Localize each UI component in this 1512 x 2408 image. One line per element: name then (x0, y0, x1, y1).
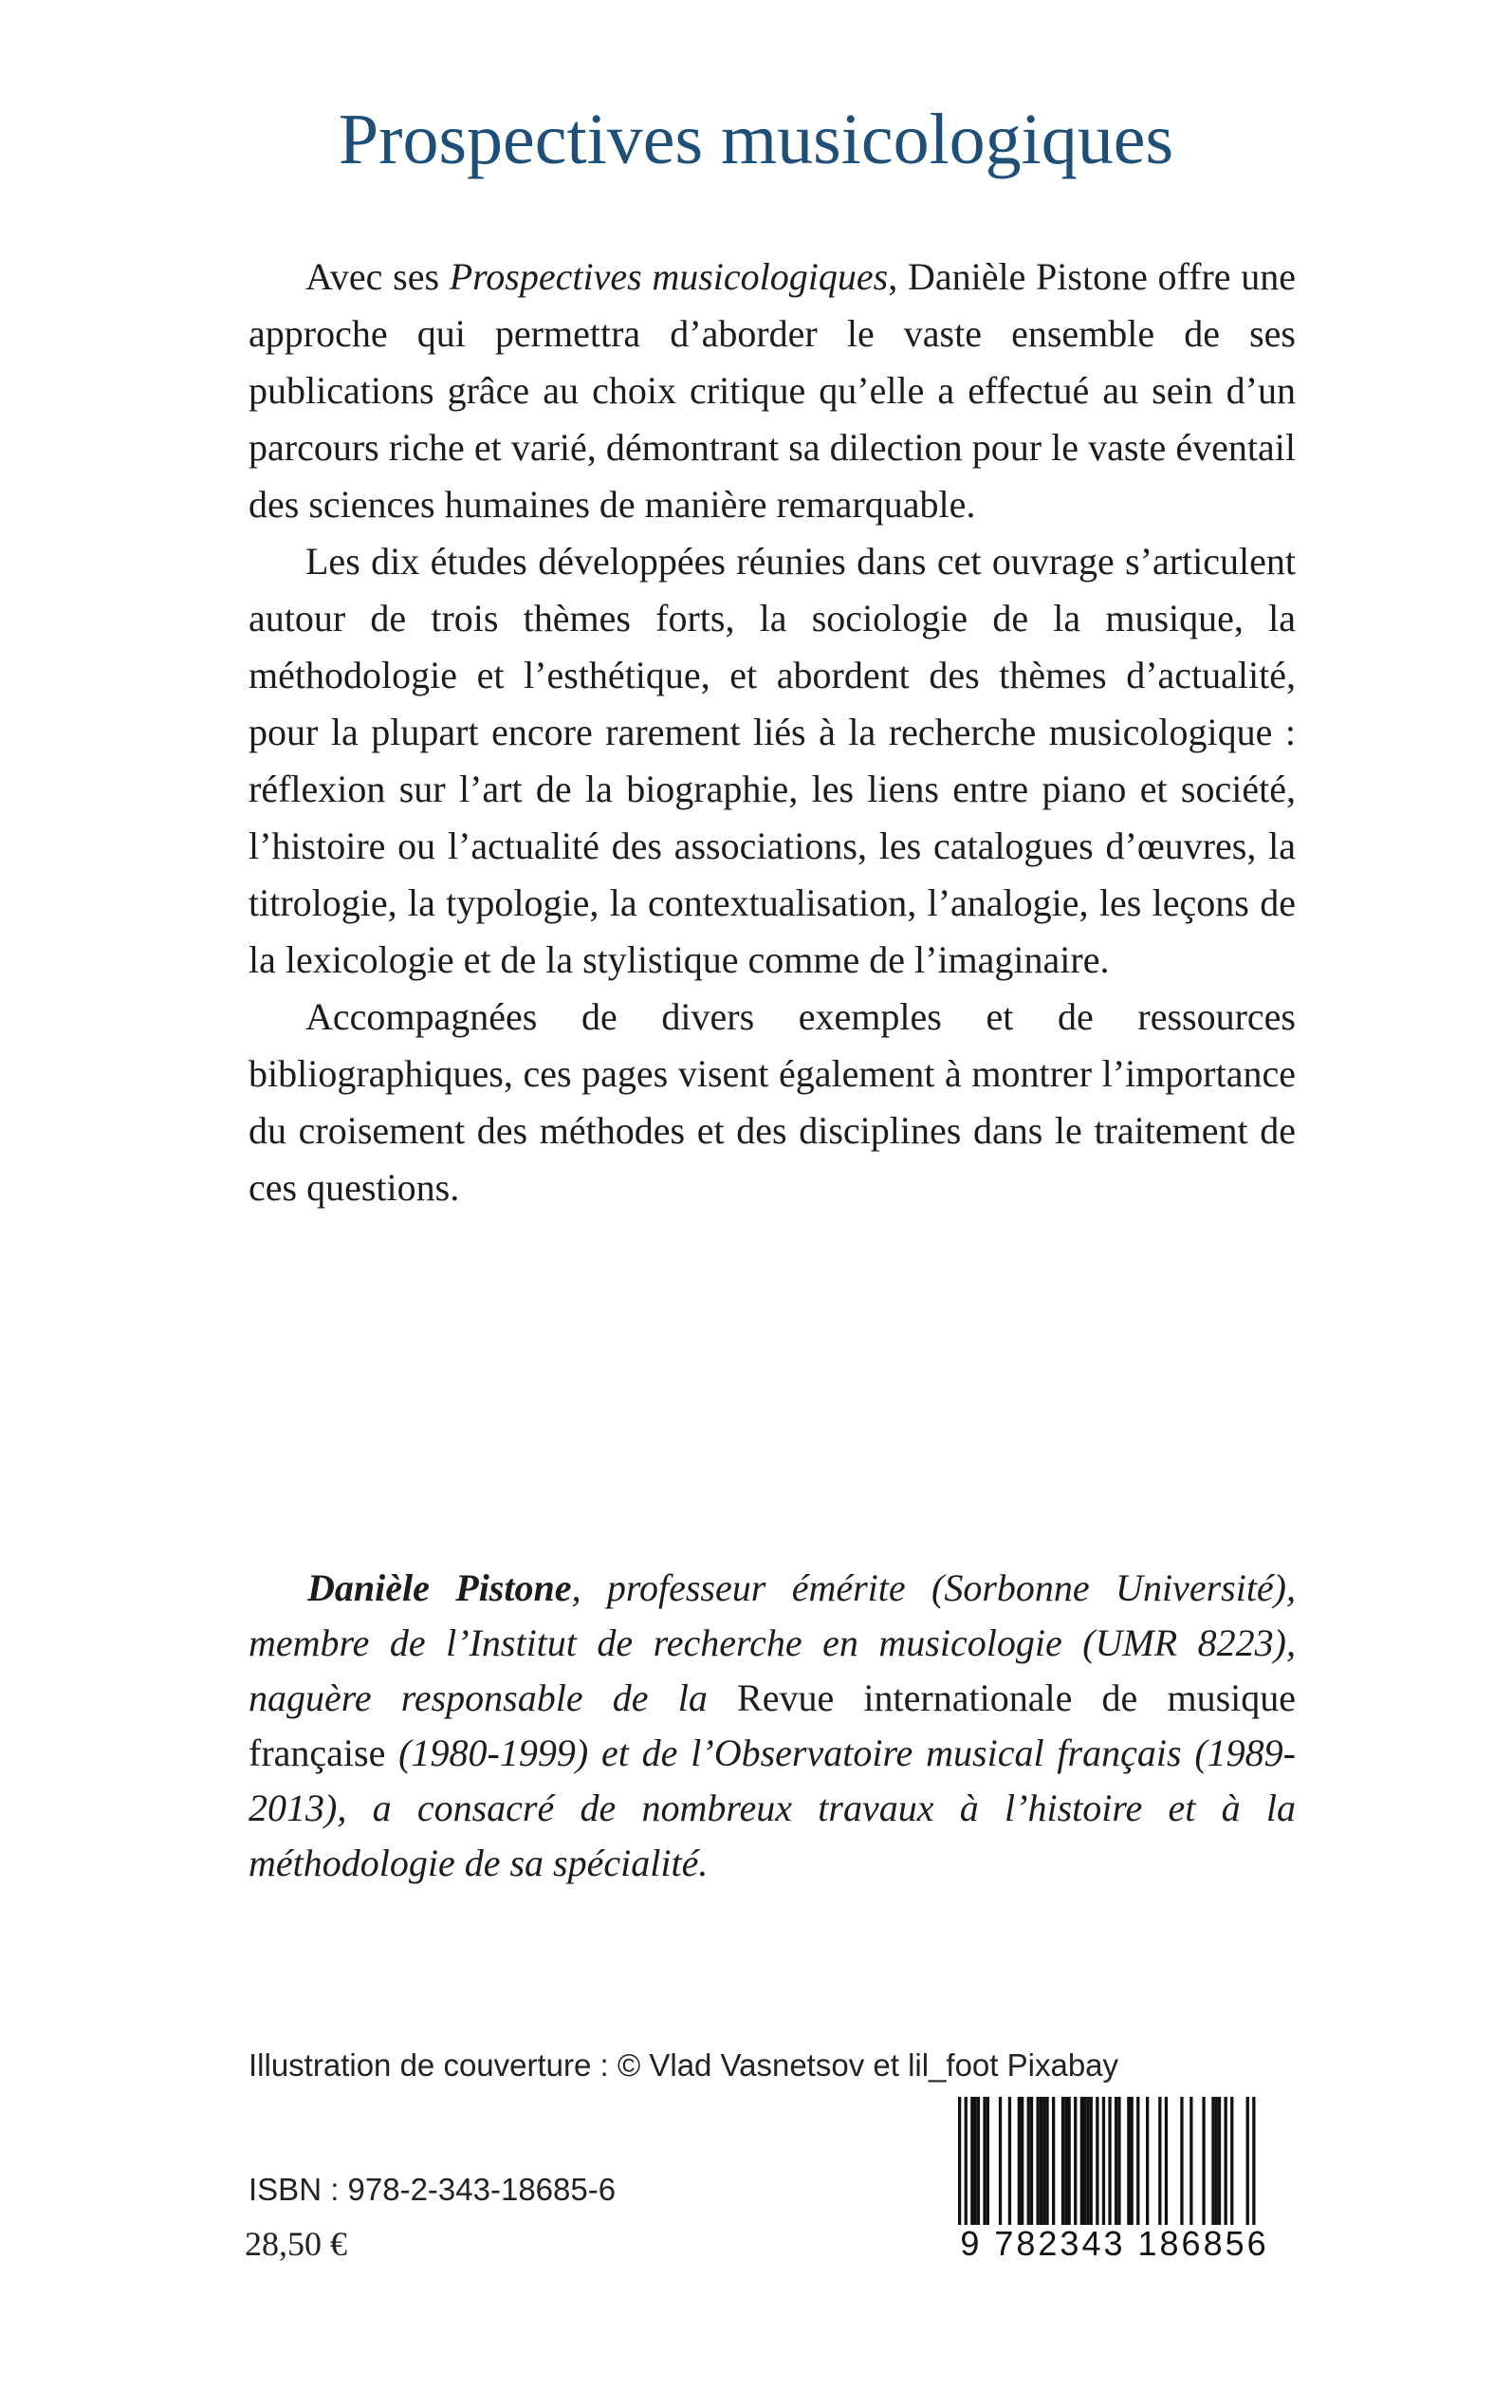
barcode-bar (1131, 2097, 1134, 2225)
barcode-bar (1202, 2097, 1205, 2225)
barcode-bar (1040, 2097, 1042, 2225)
barcode-bar (1083, 2097, 1086, 2225)
author-biography (249, 1561, 1296, 1891)
barcode-bar (1027, 2097, 1030, 2225)
barcode-bar (1108, 2097, 1111, 2225)
barcode-bar (977, 2097, 980, 2225)
book-title: Prospectives musicologiques (338, 100, 1174, 179)
illustration-credit: Illustration de couverture : © Vlad Vasnetsov et lil_foot Pixabay (249, 2047, 1119, 2083)
book-description (249, 249, 1296, 1216)
description-paragraph-1 (249, 249, 1296, 533)
barcode-bar (1086, 2097, 1089, 2225)
barcode-bar (1146, 2097, 1149, 2225)
description-paragraph-3: Accompagnées de divers exemples et de ressources bibliographiques, ces pages visent également à montrer l’importance du croisement des méthodes et des disciplines dans le traitement de ces questions. (249, 995, 1296, 1209)
barcode-bar (1074, 2097, 1077, 2225)
barcode-bar (1225, 2097, 1227, 2225)
barcode-bar (1252, 2097, 1255, 2225)
barcode-bar (1080, 2097, 1083, 2225)
barcode-bar (1218, 2097, 1221, 2225)
barcode-bar (1117, 2097, 1120, 2225)
barcode-bars (939, 2097, 1290, 2225)
barcode-bar (958, 2097, 961, 2225)
barcode-bar (1230, 2097, 1233, 2225)
barcode-bar (1021, 2097, 1023, 2225)
barcode-bar (1018, 2097, 1021, 2225)
barcode-bar (1008, 2097, 1011, 2225)
barcode-bar (1115, 2097, 1117, 2225)
author-bio-text-1: , professeur émérite (Sorbonne Université), membre de l’Institut de recherche en musicologie (UMR 8223), naguère responsable de la (249, 1566, 1297, 1719)
barcode-bar (999, 2097, 1002, 2225)
barcode-bar (1090, 2097, 1093, 2225)
isbn: ISBN : 978-2-343-18685-6 (249, 2172, 617, 2207)
barcode-bar (1180, 2097, 1183, 2225)
barcode-digits: 9 782343 186856 (939, 2225, 1290, 2263)
barcode-bar (1215, 2097, 1218, 2225)
barcode-bar (1042, 2097, 1045, 2225)
barcode-bar (1189, 2097, 1192, 2225)
barcode-bar (1211, 2097, 1214, 2225)
barcode-bar (1037, 2097, 1040, 2225)
description-paragraph-2: Les dix études développées réunies dans cet ouvrage s’articulent autour de trois thèmes forts, la sociologie de la musique, la méthodologie et l’esthétique, et abordent des thèmes d’actualité, pour la plupart encore rarement liés à la recherche musicologique : réflexion sur l’art de la biographie, les liens entre piano et société, l’histoire ou l’actualité des associations, les catalogues d’œuvres, la titrologie, la typologie, la contextualisation, l’analogie, les leçons de la lexicologie et de la stylistique comme de l’imaginaire. (249, 540, 1296, 981)
barcode-bar (1127, 2097, 1130, 2225)
journal-title: Revue internationale de musique française (249, 1676, 1296, 1774)
barcode-bar (1061, 2097, 1064, 2225)
p1-end: , Danièle Pistone offre une approche qui permettra d’aborder le vaste ensemble de ses publications grâce au choix critique qu’elle a effectué au sein d’un parcours riche et varié, démontrant sa dilection pour le vaste éventail des sciences humaines de manière remarquable. (249, 255, 1297, 526)
barcode-bar (1158, 2097, 1161, 2225)
barcode-bar (1096, 2097, 1098, 2225)
barcode-bar (1165, 2097, 1168, 2225)
barcode-bar (970, 2097, 973, 2225)
barcode-bar (1064, 2097, 1067, 2225)
barcode-bar (1246, 2097, 1249, 2225)
barcode-bar (1102, 2097, 1105, 2225)
p1-title-italic: Prospectives musicologiques (449, 255, 889, 298)
barcode-bar (1068, 2097, 1071, 2225)
barcode-bar (974, 2097, 977, 2225)
barcode-bar (1052, 2097, 1055, 2225)
price: 28,50 € (245, 2225, 347, 2263)
author-bio-text-2: (1980-1999) et de l’Observatoire musical français (1989-2013), a consacré de nombreux travaux à l’histoire et à la méthodologie de sa spécialité. (249, 1732, 1296, 1884)
p1-start: Avec ses (305, 255, 450, 298)
author-name: Danièle Pistone (307, 1566, 572, 1609)
barcode-bar (965, 2097, 968, 2225)
barcode-bar (1045, 2097, 1048, 2225)
barcode-bar (1136, 2097, 1139, 2225)
barcode-bar (983, 2097, 986, 2225)
barcode-bar (1030, 2097, 1033, 2225)
barcode-bar (986, 2097, 989, 2225)
